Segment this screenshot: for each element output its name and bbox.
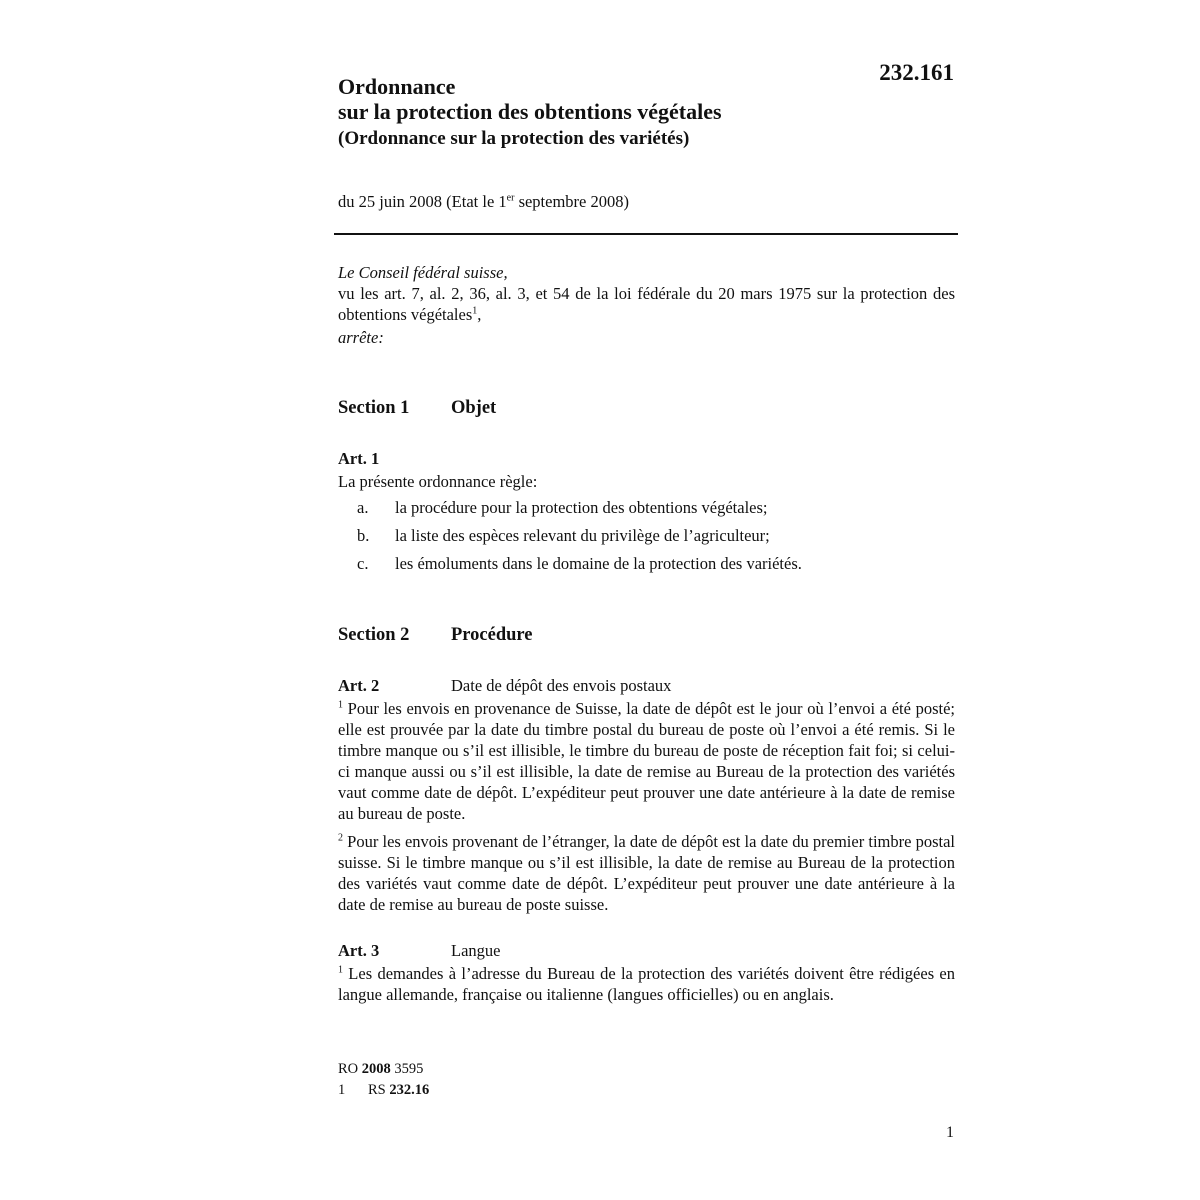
paragraph-number: 1 bbox=[338, 964, 343, 976]
item-key: b. bbox=[357, 526, 370, 545]
list-item bbox=[338, 494, 955, 522]
document-title bbox=[338, 74, 955, 124]
article-heading bbox=[338, 676, 955, 696]
ro-reference bbox=[338, 1059, 955, 1080]
document-date bbox=[338, 192, 955, 212]
header-rule bbox=[334, 233, 958, 235]
sr-number: 232.161 bbox=[879, 60, 954, 85]
paragraph-text: Pour les envois provenant de l’étranger, la date de dépôt est la date du premier timbre postal suisse. Si le timbre manque ou s’il est illisible, la date de remise au Bureau de la protection des variétés vaut comme date de dépôt. L’expéditeur peut prouver une date antérieure à la date de remise au bureau de poste suisse. bbox=[338, 832, 955, 914]
item-key: c. bbox=[357, 554, 369, 573]
paragraph-number: 1 bbox=[338, 699, 343, 711]
section-title: Objet bbox=[451, 398, 497, 418]
item-text: les émoluments dans le domaine de la protection des variétés. bbox=[395, 554, 802, 573]
ro-pre: RO bbox=[338, 1061, 362, 1077]
paragraph-text: Les demandes à l’adresse du Bureau de la protection des variétés doivent être rédigées en langue allemande, française ou italienne (langues officielles) ou en anglais. bbox=[338, 964, 955, 1004]
article-2 bbox=[338, 676, 955, 915]
date-post: septembre 2008) bbox=[514, 192, 629, 211]
page-number: 1 bbox=[946, 1124, 954, 1141]
article-label: Art. 2 bbox=[338, 676, 380, 695]
basis-post: , bbox=[477, 305, 482, 324]
date-pre: du 25 juin 2008 (Etat le 1 bbox=[338, 192, 507, 211]
article-intro: La présente ordonnance règle: bbox=[338, 472, 538, 491]
list-item bbox=[338, 522, 955, 550]
section-title: Procédure bbox=[451, 625, 533, 645]
article-heading bbox=[338, 941, 955, 961]
section-label: Section 2 bbox=[338, 625, 410, 645]
section-1-heading bbox=[338, 398, 955, 419]
section-2-heading bbox=[338, 625, 955, 646]
item-text: la liste des espèces relevant du privilège de l’agriculteur; bbox=[395, 526, 770, 545]
article-3 bbox=[338, 941, 955, 1005]
ro-page: 3595 bbox=[390, 1061, 424, 1077]
footnote-1 bbox=[338, 1080, 955, 1101]
article-1-list bbox=[338, 494, 955, 578]
article-title: Date de dépôt des envois postaux bbox=[451, 676, 672, 695]
section-label: Section 1 bbox=[338, 398, 410, 418]
paragraph bbox=[338, 831, 955, 915]
title-line-2: sur la protection des obtentions végétales bbox=[338, 99, 722, 124]
ro-year: 2008 bbox=[361, 1061, 391, 1077]
authority: Le Conseil fédéral suisse, bbox=[338, 263, 508, 282]
paragraph-number: 2 bbox=[338, 832, 343, 844]
item-text: la procédure pour la protection des obtentions végétales; bbox=[395, 498, 768, 517]
footnote-ref-number: 232.16 bbox=[389, 1082, 430, 1098]
footnotes bbox=[338, 1059, 955, 1101]
list-item bbox=[338, 550, 955, 578]
article-label: Art. 3 bbox=[338, 941, 380, 960]
preamble bbox=[338, 262, 955, 348]
short-title: (Ordonnance sur la protection des variétés) bbox=[338, 128, 690, 149]
article-1 bbox=[338, 449, 955, 578]
paragraph bbox=[338, 698, 955, 824]
article-heading bbox=[338, 449, 955, 469]
article-title: Langue bbox=[451, 941, 501, 960]
footnote-number: 1 bbox=[338, 1082, 346, 1098]
paragraph-text: Pour les envois en provenance de Suisse, la date de dépôt est le jour où l’envoi a été posté; elle est prouvée par la date du timbre postal du bureau de poste où l’envoi a été remis. Si le timbre manque ou s’il est illisible, le timbre du bureau de poste de réception fait foi; si celui-ci manque aussi ou s’il est illisible, la date de remise au Bureau de la protection des variétés vaut comme date de dépôt. L’expéditeur peut prouver une date antérieure à la date de remise au bureau de poste. bbox=[338, 699, 955, 823]
legal-basis bbox=[338, 283, 955, 325]
item-key: a. bbox=[357, 498, 369, 517]
decree: arrête: bbox=[338, 328, 384, 347]
article-label: Art. 1 bbox=[338, 449, 380, 468]
footnote-ref: 1 bbox=[472, 305, 478, 317]
date-sup: er bbox=[506, 192, 515, 204]
footnote-pre: RS bbox=[368, 1082, 390, 1098]
title-line-1: Ordonnance bbox=[338, 74, 456, 99]
paragraph bbox=[338, 963, 955, 1005]
basis-text: vu les art. 7, al. 2, 36, al. 3, et 54 de la loi fédérale du 20 mars 1975 sur la protection des obtentions végétales bbox=[338, 284, 955, 324]
